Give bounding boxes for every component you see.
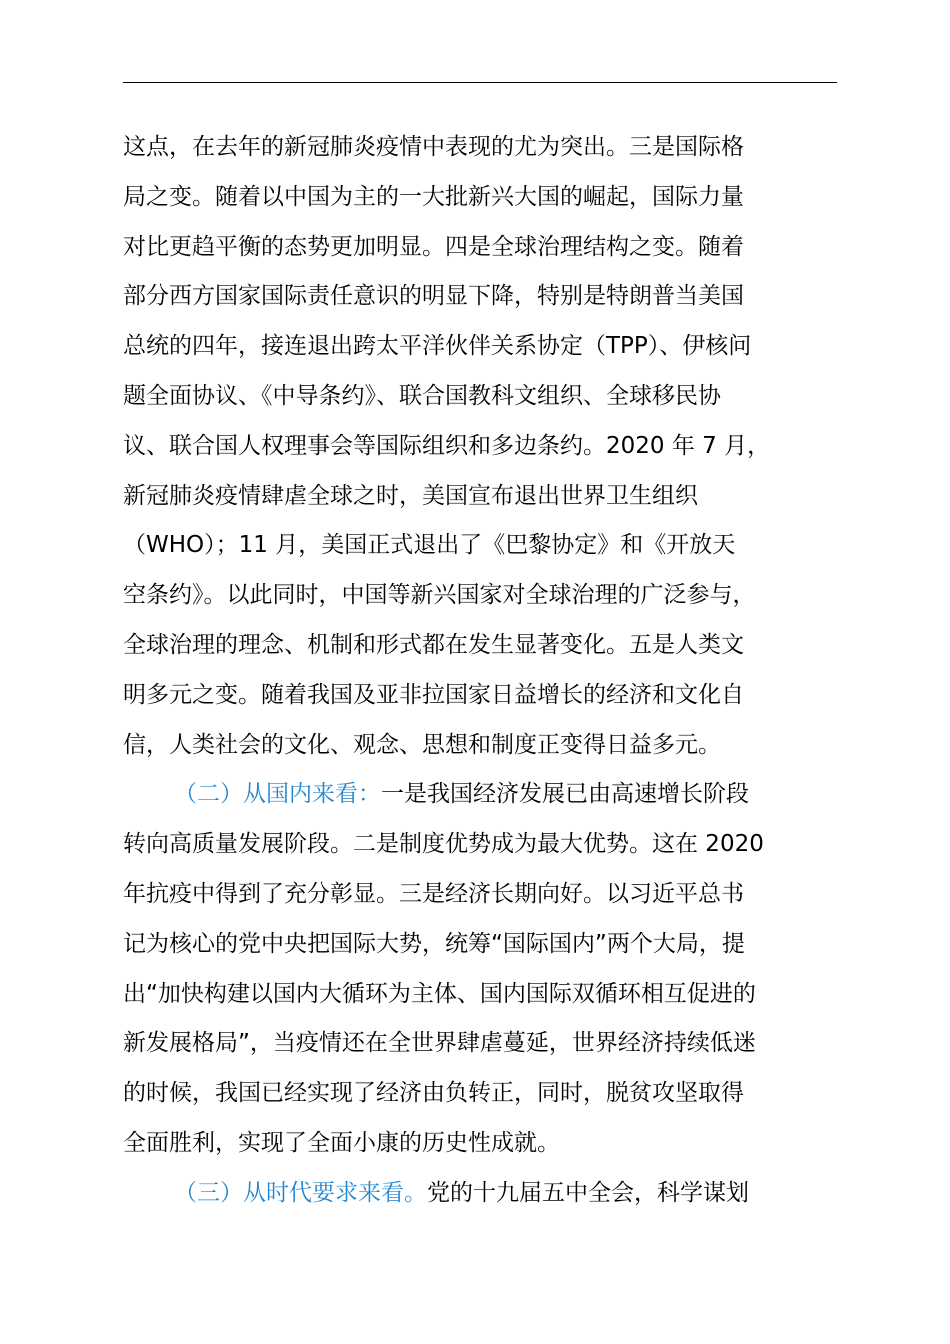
header-rule [123,82,837,83]
text-line: 议、联合国人权理事会等国际组织和多边条约。2020 年 7 月， [123,432,771,459]
text-line: 新冠肺炎疫情肆虐全球之时，美国宣布退出世界卫生组织 [123,482,698,509]
section-2-heading: （二）从国内来看： [174,781,381,808]
text-line: 出“加快构建以国内大循环为主体、国内国际双循环相互促进的 [123,980,756,1007]
section-3-first-line [123,1169,863,1219]
text-line: 全面胜利，实现了全面小康的历史性成就。 [123,1129,560,1156]
text-line: 总统的四年，接连退出跨太平洋伙伴关系协定（TPP）、伊核问 [123,333,752,360]
text-line: 题全面协议、《中导条约》、联合国教科文组织、全球移民协 [123,382,721,409]
text-line: 明多元之变。随着我国及亚非拉国家日益增长的经济和文化自 [123,681,744,708]
text-line: 年抗疫中得到了充分彰显。三是经济长期向好。以习近平总书 [123,880,744,907]
text-line: （WHO）；11 月，美国正式退出了《巴黎协定》和《开放天 [123,532,736,559]
text-line: 转向高质量发展阶段。二是制度优势成为最大优势。这在 2020 [123,831,764,858]
text-line: 部分西方国家国际责任意识的明显下降，特别是特朗普当美国 [123,283,744,310]
section-3-text: 党的十九届五中全会，科学谋划 [427,1179,749,1206]
section-2-first-line [123,770,863,820]
text-line: 这点，在去年的新冠肺炎疫情中表现的尤为突出。三是国际格 [123,134,744,160]
text-line: 对比更趋平衡的态势更加明显。四是全球治理结构之变。随着 [123,233,744,260]
section-3-heading: （三）从时代要求来看。 [174,1179,427,1206]
text-line: 全球治理的理念、机制和形式都在发生显著变化。五是人类文 [123,631,744,658]
text-line: 局之变。随着以中国为主的一大批新兴大国的崛起，国际力量 [123,183,744,210]
text-line: 新发展格局”，当疫情还在全世界肆虐蔓延，世界经济持续低迷 [123,1030,756,1057]
text-line: 信，人类社会的文化、观念、思想和制度正变得日益多元。 [123,731,721,758]
text-line: 空条约》。以此同时，中国等新兴国家对全球治理的广泛参与， [123,582,756,609]
text-line: 记为核心的党中央把国际大势，统筹“国际国内”两个大局，提 [123,930,745,957]
section-2-text: 一是我国经济发展已由高速增长阶段 [381,781,749,808]
text-line: 的时候，我国已经实现了经济由负转正，同时，脱贫攻坚取得 [123,1080,744,1107]
document-body [123,123,863,1219]
